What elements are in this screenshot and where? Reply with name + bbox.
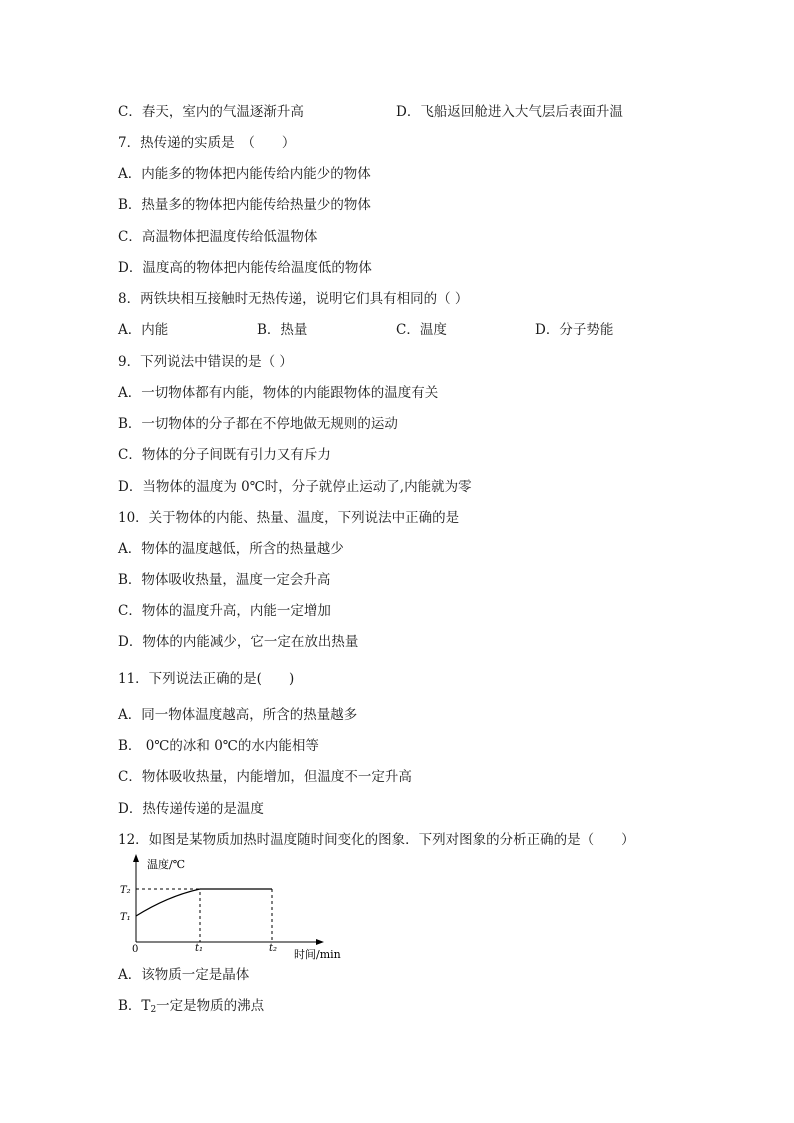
option-c-q8: C．温度 <box>396 322 447 338</box>
option-b-q12 <box>118 997 264 1019</box>
option-a-q10: A．物体的温度越低，所含的热量越少 <box>118 541 344 557</box>
option-a-q8: A．内能 <box>118 322 169 338</box>
option-b-q9: B．一切物体的分子都在不停地做无规则的运动 <box>118 416 398 432</box>
heating-curve <box>136 889 200 916</box>
y-axis-arrow <box>133 854 139 862</box>
option-b-q12-prefix: B．T <box>118 998 151 1014</box>
x-axis-arrow <box>316 939 324 945</box>
option-a-q12: A．该物质一定是晶体 <box>118 967 250 983</box>
option-c-q10: C．物体的温度升高，内能一定增加 <box>118 603 331 619</box>
option-d-q8: D．分子势能 <box>535 322 614 338</box>
tick-label-t1-lower: t₁ <box>195 943 204 954</box>
option-d-q6: D．飞船返回舱进入大气层后表面升温 <box>396 104 623 120</box>
question-9: 9．下列说法中错误的是（ ） <box>118 354 293 370</box>
option-d-q7: D．温度高的物体把内能传给温度低的物体 <box>118 260 372 276</box>
question-11: 11．下列说法正确的是( ) <box>118 671 295 687</box>
option-a-q7: A．内能多的物体把内能传给内能少的物体 <box>118 166 371 182</box>
option-a-q11: A．同一物体温度越高，所含的热量越多 <box>118 707 358 723</box>
option-d-q10: D．物体的内能减少，它一定在放出热量 <box>118 634 359 650</box>
question-12: 12．如图是某物质加热时温度随时间变化的图象．下列对图象的分析正确的是（ ） <box>118 832 635 848</box>
tick-label-t1-upper: T₁ <box>120 912 131 923</box>
option-d-q9: D．当物体的温度为 0℃时，分子就停止运动了,内能就为零 <box>118 479 472 495</box>
option-a-q9: A．一切物体都有内能，物体的内能跟物体的温度有关 <box>118 385 439 401</box>
question-8: 8．两铁块相互接触时无热传递，说明它们具有相同的（ ） <box>118 291 469 307</box>
temperature-time-graph <box>114 852 354 962</box>
option-b-q8: B．热量 <box>257 322 308 338</box>
option-b-q12-text: 一定是物质的沸点 <box>156 998 265 1014</box>
tick-label-t2-lower: t₂ <box>269 943 278 954</box>
question-10: 10．关于物体的内能、热量、温度，下列说法中正确的是 <box>118 510 460 526</box>
tick-label-t2-upper: T₂ <box>120 885 131 896</box>
option-c-q9: C．物体的分子间既有引力又有斥力 <box>118 447 331 463</box>
x-axis-label: 时间/min <box>294 948 341 961</box>
option-b-q12-subscript: 2 <box>150 1005 157 1015</box>
option-c-q11: C．物体吸收热量，内能增加，但温度不一定升高 <box>118 769 412 785</box>
option-d-q11: D．热传递传递的是温度 <box>118 801 264 817</box>
option-b-q11: B． 0℃的冰和 0℃的水内能相等 <box>118 738 319 754</box>
option-c-q7: C．高温物体把温度传给低温物体 <box>118 229 318 245</box>
option-b-q10: B．物体吸收热量，温度一定会升高 <box>118 572 331 588</box>
option-b-q7: B．热量多的物体把内能传给热量少的物体 <box>118 197 371 213</box>
y-axis-label: 温度/℃ <box>147 858 186 871</box>
question-7: 7．热传递的实质是 （ ） <box>118 135 296 151</box>
origin-label: 0 <box>132 944 139 955</box>
option-c-q6: C．春天，室内的气温逐渐升高 <box>118 104 304 120</box>
